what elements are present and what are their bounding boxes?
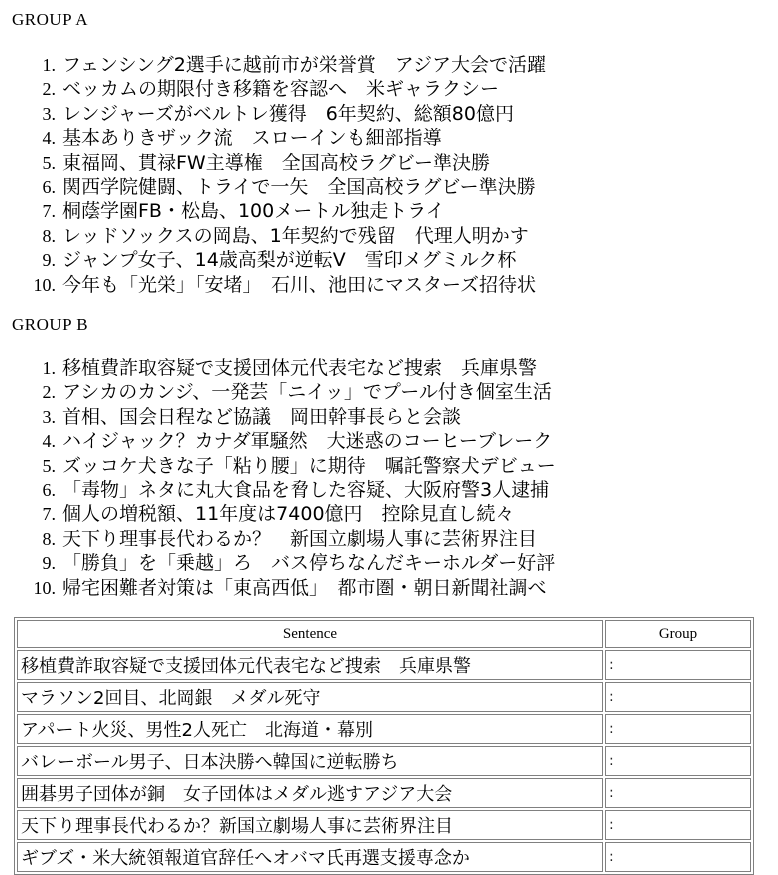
headline-text: ズッコケ犬きな子「粘り腰」に期待 嘱託警察犬デビュー — [62, 454, 556, 477]
headline-text: 基本ありきザック流 スローインも細部指導 — [62, 127, 442, 150]
sentence-cell: マラソン2回目、北岡銀 メダル死守 — [17, 682, 603, 712]
group-cell[interactable]: : — [605, 714, 751, 744]
headline-text: フェンシング2選手に越前市が栄誉賞 アジア大会で活躍 — [62, 54, 547, 76]
item-number: 8. — [42, 528, 56, 549]
table-row — [17, 746, 751, 776]
table-row — [17, 810, 751, 840]
list-item — [0, 53, 546, 77]
headline-text: 個人の増税額、11年度は7400億円 控除見直し続々 — [62, 503, 515, 526]
item-number: 4. — [42, 431, 56, 452]
headline-text: 首相、国会日程など協議 岡田幹事長らと会談 — [62, 405, 462, 428]
item-number: 6. — [42, 479, 56, 500]
list-item — [0, 478, 556, 502]
item-number: 3. — [42, 103, 56, 124]
list-item — [0, 224, 546, 248]
list-item — [0, 175, 546, 199]
headline-text: レッドソックスの岡島、1年契約で残留 代理人明かす — [62, 224, 529, 247]
group-column-header: Group — [605, 620, 751, 648]
headline-text: 帰宅困難者対策は「東高西低」 都市圏・朝日新聞社調べ — [62, 576, 547, 599]
group-a-title: GROUP A — [12, 10, 89, 29]
headline-text: アシカのカンジ、一発芸「ニイッ」でプール付き個室生活 — [62, 381, 552, 404]
headline-text: 天下り理事長代わるか？ 新国立劇場人事に芸術界注目 — [62, 527, 538, 550]
list-item — [0, 126, 546, 150]
sentence-column-header: Sentence — [17, 620, 603, 648]
headline-text: ハイジャック？カナダ軍騒然 大迷惑のコーヒーブレーク — [62, 430, 553, 453]
item-number: 7. — [42, 504, 56, 525]
list-item — [0, 102, 546, 126]
item-number: 9. — [42, 553, 56, 574]
item-number: 3. — [42, 406, 56, 427]
headline-text: 移植費詐取容疑で支援団体元代表宅など捜索 兵庫県警 — [62, 357, 538, 379]
list-item — [0, 551, 556, 575]
item-number: 10. — [33, 577, 56, 598]
headline-text: 関西学院健闘、トライで一矢 全国高校ラグビー準決勝 — [62, 175, 536, 198]
list-item — [0, 77, 546, 101]
group-b-title: GROUP B — [12, 315, 89, 334]
headline-text: 東福岡、貫禄FW主導権 全国高校ラグビー準決勝 — [62, 151, 490, 174]
list-item — [0, 429, 556, 453]
item-number: 5. — [42, 455, 56, 476]
item-number: 10. — [33, 274, 56, 295]
item-number: 1. — [42, 55, 56, 75]
sentence-cell: バレーボール男子、日本決勝へ韓国に逆転勝ち — [17, 746, 603, 776]
headline-text: 「毒物」ネタに丸大食品を脅した容疑、大阪府警3人逮捕 — [62, 478, 550, 501]
list-item — [0, 356, 556, 380]
group-cell[interactable]: : — [605, 650, 751, 680]
table-row — [17, 842, 751, 872]
list-item — [0, 248, 546, 272]
item-number: 7. — [42, 201, 56, 222]
list-item — [0, 502, 556, 526]
list-item — [0, 576, 556, 600]
headline-text: 桐蔭学園FB・松島、100メートル独走トライ — [62, 200, 445, 223]
list-item — [0, 405, 556, 429]
item-number: 9. — [42, 250, 56, 271]
table-row — [17, 682, 751, 712]
headline-text: ベッカムの期限付き移籍を容認へ 米ギャラクシー — [62, 78, 500, 101]
item-number: 4. — [42, 128, 56, 149]
answer-table — [14, 617, 754, 875]
group-cell[interactable]: : — [605, 810, 751, 840]
group-cell[interactable]: : — [605, 778, 751, 808]
item-number: 8. — [42, 225, 56, 246]
table-row — [17, 778, 751, 808]
headline-text: 「勝負」を「乗越」ろ バス停ちなんだキーホルダー好評 — [62, 552, 556, 575]
table-header-row — [17, 620, 751, 648]
list-item — [0, 380, 556, 404]
group-a-list — [0, 53, 546, 297]
list-item — [0, 273, 546, 297]
item-number: 6. — [42, 176, 56, 197]
sentence-cell: 囲碁男子団体が銅 女子団体はメダル逃すアジア大会 — [17, 778, 603, 808]
list-item — [0, 527, 556, 551]
sentence-cell: アパート火災、男性2人死亡 北海道・幕別 — [17, 714, 603, 744]
group-cell[interactable]: : — [605, 842, 751, 872]
list-item — [0, 151, 546, 175]
table-row — [17, 714, 751, 744]
item-number: 2. — [42, 79, 56, 100]
item-number: 1. — [42, 358, 56, 378]
item-number: 5. — [42, 152, 56, 173]
list-item — [0, 199, 546, 223]
group-cell[interactable]: : — [605, 746, 751, 776]
headline-text: レンジャーズがベルトレ獲得 6年契約、総額80億円 — [62, 102, 514, 125]
headline-text: ジャンプ女子、14歳高梨が逆転V 雪印メグミルク杯 — [62, 249, 517, 272]
sentence-cell: 天下り理事長代わるか？新国立劇場人事に芸術界注目 — [17, 810, 603, 840]
group-b-list — [0, 356, 556, 600]
group-cell[interactable]: : — [605, 682, 751, 712]
table-row — [17, 650, 751, 680]
sentence-cell: 移植費詐取容疑で支援団体元代表宅など捜索 兵庫県警 — [17, 650, 603, 680]
list-item — [0, 454, 556, 478]
item-number: 2. — [42, 382, 56, 403]
sentence-cell: ギブズ・米大統領報道官辞任へオバマ氏再選支援専念か — [17, 842, 603, 872]
headline-text: 今年も「光栄」「安堵」 石川、池田にマスターズ招待状 — [62, 273, 537, 296]
